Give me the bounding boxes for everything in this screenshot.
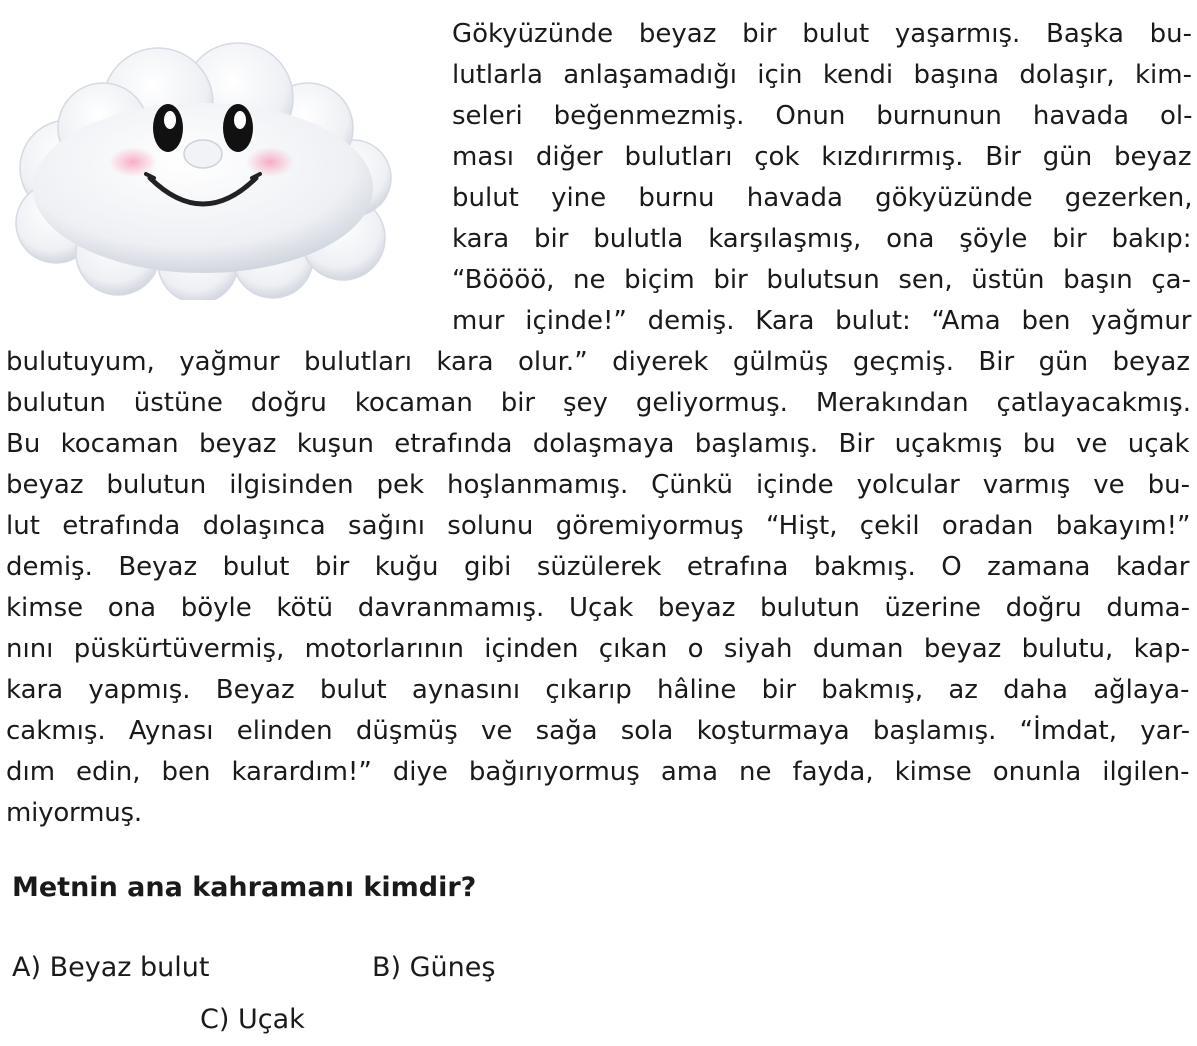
passage-line: bulutun üstüne doğru kocaman bir şey geliyormuş. Merakından çatlayacakmış. bbox=[6, 388, 1191, 418]
passage-line: Gökyüzünde beyaz bir bulut yaşarmış. Başka bu- bbox=[452, 19, 1192, 49]
passage-line: nını püskürtüvermiş, motorlarının içinden çıkan o siyah duman beyaz bulutu, kap- bbox=[6, 634, 1190, 664]
passage-line: Bu kocaman beyaz kuşun etrafında dolaşmaya başlamış. Bir uçakmış bu ve uçak bbox=[6, 429, 1190, 459]
passage-line: cakmış. Aynası elinden düşmüş ve sağa sola koşturmaya başlamış. “İmdat, yar- bbox=[6, 716, 1190, 746]
passage-line: “Böööö, ne biçim bir bulutsun sen, üstün başın ça- bbox=[452, 265, 1191, 295]
passage-line: ması diğer bulutları çok kızdırırmış. Bir gün beyaz bbox=[452, 142, 1192, 172]
option-a[interactable]: A) Beyaz bulut bbox=[12, 952, 210, 983]
passage-line: miyormuş. bbox=[6, 798, 142, 828]
passage-line: mur içinde!” demiş. Kara bulut: “Ama ben yağmur bbox=[452, 306, 1192, 336]
passage-line: dım edin, ben karardım!” diye bağırıyormuş ama ne fayda, kimse onunla ilgilen- bbox=[6, 757, 1190, 787]
passage-line: kara yapmış. Beyaz bulut aynasını çıkarıp hâline bir bakmış, az daha ağlaya- bbox=[6, 675, 1190, 705]
passage-line: bulut yine burnu havada gökyüzünde gezerken, bbox=[452, 183, 1193, 213]
passage-line: lut etrafında dolaşınca sağını solunu göremiyormuş “Hişt, çekil oradan bakayım!” bbox=[6, 511, 1191, 541]
passage-line: lutlarla anlaşamadığı için kendi başına dolaşır, kim- bbox=[452, 60, 1192, 90]
passage-line: kara bir bulutla karşılaşmış, ona şöyle bir bakıp: bbox=[452, 224, 1192, 254]
passage-line: kimse ona böyle kötü davranmamış. Uçak beyaz bulutun üzerine doğru duma- bbox=[6, 593, 1190, 623]
question-text: Metnin ana kahramanı kimdir? bbox=[12, 872, 477, 903]
passage-line: seleri beğenmezmiş. Onun burnunun havada ol- bbox=[452, 101, 1193, 131]
option-c[interactable]: C) Uçak bbox=[200, 1004, 305, 1035]
smiling-cloud-icon bbox=[8, 38, 398, 300]
option-b[interactable]: B) Güneş bbox=[372, 952, 496, 983]
passage-line: demiş. Beyaz bulut bir kuğu gibi süzülerek etrafına bakmış. O zamana kadar bbox=[6, 552, 1190, 582]
passage-line: beyaz bulutun ilgisinden pek hoşlanmamış. Çünkü içinde yolcular varmış ve bu- bbox=[6, 470, 1190, 500]
passage-line: bulutuyum, yağmur bulutları kara olur.” diyerek gülmüş geçmiş. Bir gün beyaz bbox=[6, 347, 1190, 377]
